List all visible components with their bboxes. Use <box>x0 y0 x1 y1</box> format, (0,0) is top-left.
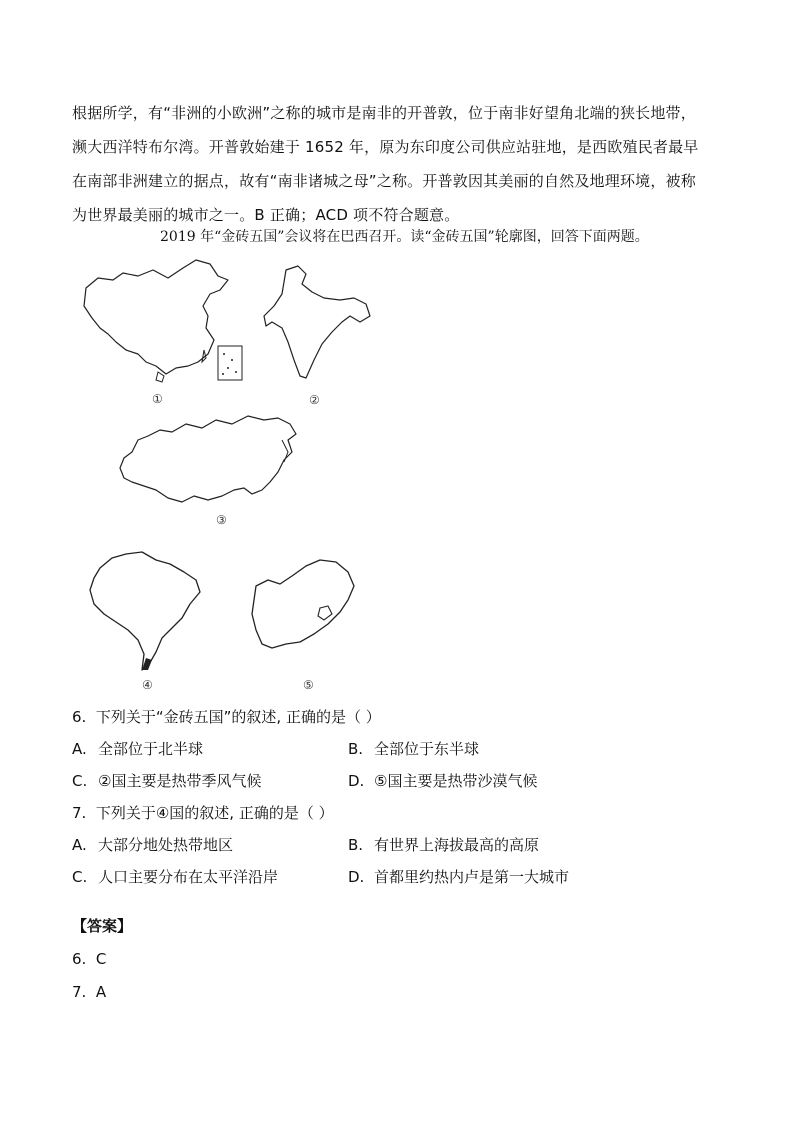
answer-heading: 【答案】 <box>72 917 133 935</box>
map-label: ⑤ <box>303 678 314 692</box>
option-text: ⑤国主要是热带沙漠气候 <box>374 772 538 790</box>
question-number: 7. <box>72 804 87 822</box>
option-text: 全部位于东半球 <box>374 740 480 758</box>
option-7b[interactable] <box>348 834 539 855</box>
china-outline-icon <box>78 258 253 388</box>
option-letter: D. <box>348 772 365 790</box>
option-6c[interactable] <box>72 770 261 791</box>
option-7c[interactable] <box>72 866 278 887</box>
brazil-outline-icon <box>86 546 206 674</box>
option-6a[interactable] <box>72 738 203 759</box>
india-outline-icon <box>262 264 374 386</box>
answer-number: 7. <box>72 983 87 1001</box>
option-letter: C. <box>72 868 88 886</box>
answer-value: C <box>95 950 107 968</box>
option-letter: C. <box>72 772 88 790</box>
explanation-line: 为世界最美丽的城市之一。B 正确；ACD 项不符合题意。 <box>72 206 460 224</box>
answer-6 <box>72 950 106 968</box>
question-stem: 下列关于④国的叙述, 正确的是（ ） <box>95 804 334 822</box>
question-6 <box>72 706 381 727</box>
option-text: 人口主要分布在太平洋沿岸 <box>98 868 279 886</box>
option-text: 首都里约热内卢是第一大城市 <box>374 868 570 886</box>
explanation-line: 根据所学，有“非洲的小欧洲”之称的城市是南非的开普敦，位于南非好望角北端的狭长地带， <box>72 104 696 122</box>
answer-7 <box>72 983 106 1001</box>
option-6b[interactable] <box>348 738 479 759</box>
map-label: ② <box>309 393 320 407</box>
south-africa-outline-icon <box>248 556 358 652</box>
question-7 <box>72 802 334 823</box>
question-number: 6. <box>72 708 87 726</box>
option-letter: A. <box>72 836 87 854</box>
map-label: ① <box>152 392 163 406</box>
russia-outline-icon <box>112 410 302 510</box>
option-letter: B. <box>348 740 364 758</box>
map-label: ④ <box>142 678 153 692</box>
option-text: 有世界上海拔最高的高原 <box>374 836 540 854</box>
explanation-paragraph <box>72 96 727 232</box>
question-stem: 下列关于“金砖五国”的叙述, 正确的是（ ） <box>95 708 381 726</box>
question-intro: 2019 年“金砖五国”会议将在巴西召开。读“金砖五国”轮廓图，回答下面两题。 <box>160 229 649 245</box>
answer-value: A <box>95 983 107 1001</box>
option-7d[interactable] <box>348 866 569 887</box>
option-text: 大部分地处热带地区 <box>98 836 234 854</box>
option-letter: D. <box>348 868 365 886</box>
option-letter: B. <box>348 836 364 854</box>
map-label: ③ <box>216 513 227 527</box>
option-7a[interactable] <box>72 834 233 855</box>
option-6d[interactable] <box>348 770 537 791</box>
option-text: 全部位于北半球 <box>98 740 204 758</box>
option-letter: A. <box>72 740 87 758</box>
explanation-line: 濒大西洋特布尔湾。开普敦始建于 1652 年，原为东印度公司供应站驻地，是西欧殖民者最早 <box>72 138 699 156</box>
answer-number: 6. <box>72 950 87 968</box>
option-text: ②国主要是热带季风气候 <box>98 772 262 790</box>
explanation-line: 在南部非洲建立的据点，故有“南非诸城之母”之称。开普敦因其美丽的自然及地理环境，被称 <box>72 172 696 190</box>
